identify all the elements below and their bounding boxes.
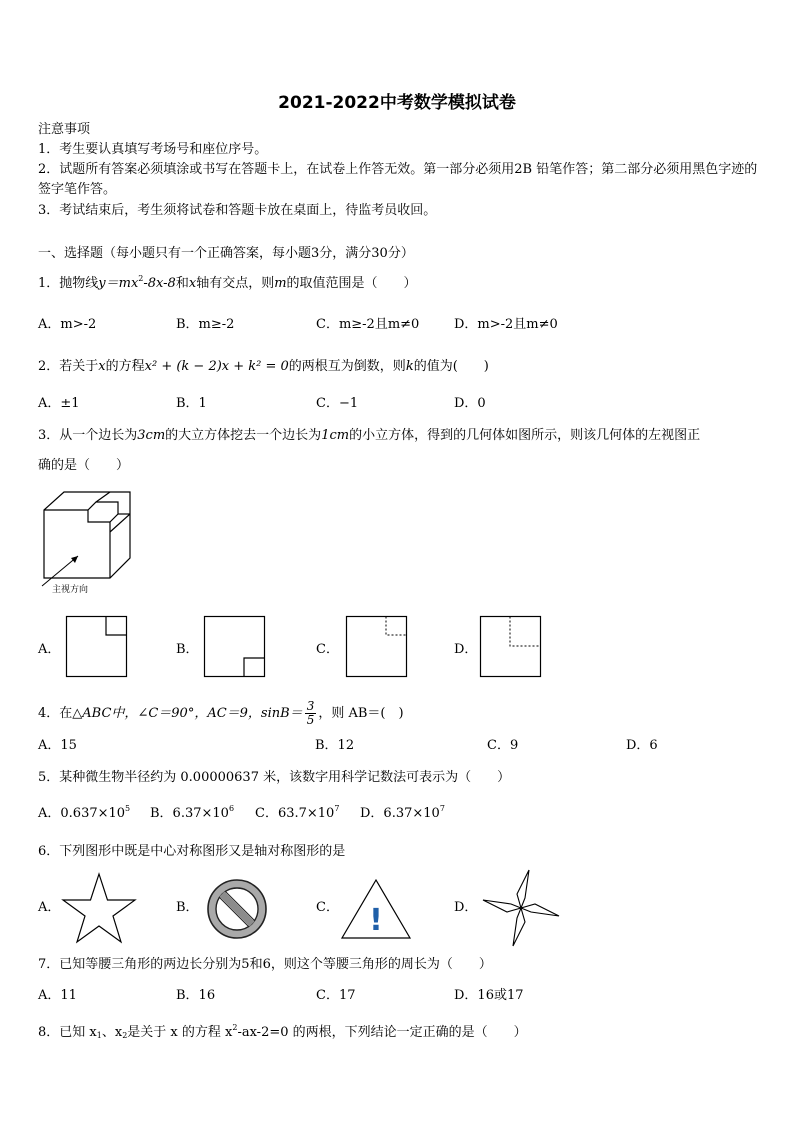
q5-option-c[interactable] [255,804,339,824]
q2-text-mid: 的方程 [105,359,145,374]
q1-text-end: 的取值范围是（ ） [286,276,417,291]
q8-exponent: 2 [232,1023,238,1032]
q1-text-mid: 和 [175,276,189,291]
q3-size-big: 3cm [137,428,166,443]
q8-text-end: -ax-2=0 的两根，下列结论一定正确的是（ ） [237,1025,527,1040]
q1-option-b[interactable]: B．m≥-2 [176,317,235,332]
q3-option-d-figure[interactable] [480,616,542,678]
section-heading: 一、选择题（每小题只有一个正确答案，每小题3分，满分30分） [38,246,414,261]
q4-triangle: △ABC [72,706,112,721]
question-8 [38,1023,527,1043]
q5-option-d[interactable] [360,804,445,824]
q3-text-mid: 的大立方体挖去一个边长为 [165,428,322,443]
q4-text: 4．在 [38,706,73,721]
q7-option-a[interactable]: A．11 [38,988,77,1003]
cube-edge [110,514,130,532]
q2-var2: k [405,359,414,374]
question-3-line-2: 确的是（ ） [38,458,130,473]
q3-text: 3．从一个边长为 [38,428,138,443]
q5-option-d-label: D．6.37×10 [360,806,440,821]
q3-size-small: 1cm [321,428,350,443]
notice-item-1: 1．考生要认真填写考场号和座位序号。 [38,142,268,157]
q7-option-d[interactable]: D．16或17 [454,988,524,1003]
blade-4 [483,900,521,912]
q3-figure-label: 主视方向 [52,585,89,595]
q8-text-mid: 是关于 x 的方程 x [127,1025,233,1040]
q3-option-b-figure[interactable] [204,616,266,678]
blade-3 [513,908,525,946]
q7-side-a: 5 [241,957,250,972]
notice-item-3: 3．考试结束后，考生须将试卷和答题卡放在桌面上，待监考员收回。 [38,203,437,218]
q8-sub-1: 1 [96,1031,102,1040]
q1-formula-rest: -8x-8 [143,276,176,291]
q7-text: 7．已知等腰三角形的两边长分别为 [38,957,242,972]
q7-text-mid: 和 [249,957,263,972]
q6-option-a-star[interactable] [62,872,138,944]
q4-fraction [305,700,317,727]
q4-denominator: 5 [306,713,315,727]
q5-option-a[interactable] [38,804,130,824]
q6-option-c-warning-triangle[interactable] [340,878,412,940]
q4-option-d[interactable]: D．6 [626,738,658,753]
question-3 [38,426,700,446]
q4-option-b[interactable]: B．12 [315,738,355,753]
q3-option-d[interactable]: D． [454,642,478,657]
q3-option-a-figure[interactable] [66,616,128,678]
q2-option-c[interactable]: C．−1 [316,396,359,411]
q6-option-b[interactable]: B． [176,900,199,915]
page-title: 2021-2022中考数学模拟试卷 [278,93,516,113]
q1-option-a[interactable]: A．m>-2 [38,317,97,332]
notch-back [96,492,110,502]
q3-option-a[interactable]: A． [38,642,61,657]
q1-formula: y＝mx [98,276,139,291]
q3-option-c[interactable]: C． [316,642,339,657]
blade-1 [517,870,529,908]
q1-var2: m [274,276,287,291]
q3-text-post: 的小立方体，得到的几何体如图所示，则该几何体的左视图正 [349,428,701,443]
q2-text-mid2: 的两根互为倒数，则 [288,359,406,374]
q8-sub-2: 2 [122,1031,128,1040]
q5-option-a-exp: 5 [125,804,131,813]
q1-exponent: 2 [138,274,144,283]
notice-item-2: 2．试题所有答案必须填涂或书写在答题卡上，在试卷上作答无效。第一部分必须用2B 铅笔作答；第二部分必须用黑色字迹的签字笔作答。 [38,162,758,197]
q3-option-c-figure[interactable] [346,616,408,678]
q4-text-mid: 中， [111,706,138,721]
q5-option-b-label: B．6.37×10 [150,806,229,821]
exclamation-icon: ! [369,903,383,938]
q2-var: x [98,359,106,374]
view-arrow-head [71,556,78,563]
q6-option-c[interactable]: C． [316,900,339,915]
q4-condition: ∠C＝90°，AC＝9，sinB＝ [137,706,303,721]
notch-top [88,502,118,522]
q6-option-d-pinwheel[interactable] [480,868,562,948]
q7-option-c[interactable]: C．17 [316,988,356,1003]
q7-option-b[interactable]: B．16 [176,988,216,1003]
question-6: 6．下列图形中既是中心对称图形又是轴对称图形的是 [38,844,346,859]
q1-option-c[interactable]: C．m≥-2且m≠0 [316,317,420,332]
q4-option-c[interactable]: C．9 [487,738,519,753]
view-arrow-line [42,556,78,586]
q2-option-d[interactable]: D．0 [454,396,486,411]
cube-outline [44,492,130,578]
q1-var: x [188,276,197,291]
q5-option-b-exp: 6 [228,804,235,813]
q5-option-a-label: A．0.637×10 [38,806,126,821]
notice-heading: 注意事项 [38,122,91,137]
q6-option-a[interactable]: A． [38,900,61,915]
q3-option-b[interactable]: B． [176,642,199,657]
question-4 [38,700,404,727]
q4-numerator: 3 [306,699,315,713]
q7-text-end: ，则这个等腰三角形的周长为（ ） [270,957,492,972]
q2-text-end: 的值为( ) [413,359,489,374]
question-2 [38,357,489,377]
q2-equation: x² + (k − 2)x + k² = 0 [144,359,289,374]
question-5: 5．某种微生物半径约为 0.00000637 米，该数字用科学记数法可表示为（ ） [38,770,511,785]
q6-option-d[interactable]: D． [454,900,478,915]
q2-option-b[interactable]: B．1 [176,396,207,411]
q2-text: 2．若关于 [38,359,99,374]
q5-option-c-label: C．63.7×10 [255,806,335,821]
q3-cube-figure [38,488,138,598]
notch-front [88,510,110,532]
q8-sep: 、x [101,1025,123,1040]
q1-text-post: 轴有交点，则 [196,276,275,291]
question-7 [38,955,492,975]
q1-option-d[interactable]: D．m>-2且m≠0 [454,317,558,332]
q8-text: 8．已知 x [38,1025,97,1040]
question-1 [38,274,417,294]
q5-option-b[interactable] [150,804,234,824]
blade-2 [521,904,559,916]
q5-option-d-exp: 7 [439,804,445,813]
q6-option-b-prohibition-sign[interactable] [204,876,270,942]
q4-option-a[interactable]: A．15 [38,738,77,753]
q7-side-b: 6 [262,957,271,972]
q4-text-end: ，则 AB＝( ) [318,706,404,721]
q2-option-a[interactable]: A．±1 [38,396,80,411]
q5-option-c-exp: 7 [334,804,340,813]
q1-text: 1．抛物线 [38,276,99,291]
